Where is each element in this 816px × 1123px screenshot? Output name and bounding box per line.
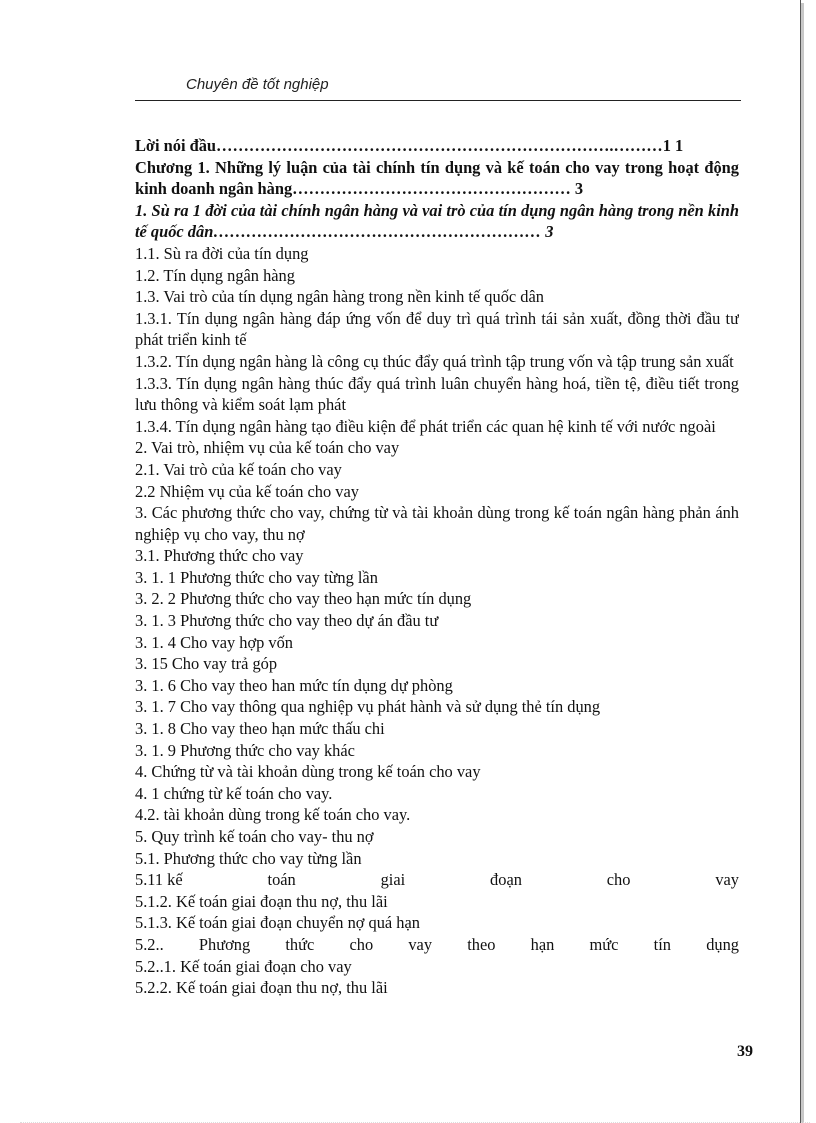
toc-entry: 4. Chứng từ và tài khoản dùng trong kế toán cho vay <box>135 762 481 782</box>
word: thức <box>285 934 315 954</box>
running-header: Chuyên đề tốt nghiệp <box>186 76 329 93</box>
toc-entry: 2.2 Nhiệm vụ của kế toán cho vay <box>135 481 359 501</box>
word: mức <box>589 934 619 954</box>
toc-entry: 1.3.2. Tín dụng ngân hàng là công cụ thúc đẩy quá trình tập trung vốn và tập trung sản xuất <box>135 351 734 371</box>
toc-entry: 5.1.3. Kế toán giai đoạn chuyển nợ quá hạn <box>135 913 420 933</box>
page-number: 39 <box>737 1043 753 1060</box>
header-rule <box>135 100 741 101</box>
toc-entry: 3. 2. 2 Phương thức cho vay theo hạn mức tín dụng <box>135 589 472 609</box>
toc-entry: 4. 1 chứng từ kế toán cho vay. <box>135 783 333 803</box>
toc-entry: 3.1. Phương thức cho vay <box>135 546 304 566</box>
word: theo <box>467 934 496 954</box>
toc-entry: 5.1.2. Kế toán giai đoạn thu nợ, thu lãi <box>135 891 388 911</box>
word: vay <box>408 934 433 954</box>
toc-entry: 3. Các phương thức cho vay, chứng từ và tài khoản dùng trong kế toán ngân hàng phản ánh nghiệp vụ cho vay, thu nợ <box>135 503 739 544</box>
word: cho <box>606 870 631 890</box>
toc-entry: 1.3.4. Tín dụng ngân hàng tạo điều kiện để phát triển các quan hệ kinh tế với nước ngoài <box>135 416 716 436</box>
toc-entry: 1.3. Vai trò của tín dụng ngân hàng trong nền kinh tế quốc dân <box>135 287 544 307</box>
word: giai <box>380 870 406 890</box>
word: vay <box>715 870 739 890</box>
toc-entry: 4.2. tài khoản dùng trong kế toán cho vay. <box>135 805 411 825</box>
toc-entry: 1.1. Sù ra đời của tín dụng <box>135 243 309 263</box>
word: hạn <box>530 934 555 954</box>
toc-entry: 3. 1. 9 Phương thức cho vay khác <box>135 740 355 760</box>
toc-entry: 2. Vai trò, nhiệm vụ của kế toán cho vay <box>135 438 400 458</box>
word: cho <box>349 934 374 954</box>
toc-entry: 5.1. Phương thức cho vay từng lần <box>135 848 362 868</box>
toc-entry: 3. 1. 6 Cho vay theo han mức tín dụng dự phòng <box>135 675 453 695</box>
toc-entry-section-1: 1. Sù ra 1 đời của tài chính ngân hàng và vai trò của tín dụng ngân hàng trong nền kinh tế quốc dân…………………………………………………… 3 <box>135 200 739 242</box>
word: 5.2.. <box>135 934 164 954</box>
table-of-contents <box>135 135 739 999</box>
toc-entry-justified <box>135 869 739 891</box>
toc-entry: 3. 1. 4 Cho vay hợp vốn <box>135 632 293 652</box>
toc-entry: 3. 1. 1 Phương thức cho vay từng lần <box>135 567 378 587</box>
toc-entry: 3. 1. 3 Phương thức cho vay theo dự án đầu tư <box>135 611 439 631</box>
toc-entry: 5.2..1. Kế toán giai đoạn cho vay <box>135 956 352 976</box>
toc-entry: 1.3.3. Tín dụng ngân hàng thúc đẩy quá trình luân chuyển hàng hoá, tiền tệ, điều tiết trong lưu thông và kiểm soát lạm phát <box>135 373 739 415</box>
toc-entry: 3. 1. 8 Cho vay theo hạn mức thấu chi <box>135 719 385 739</box>
toc-entry: 2.1. Vai trò của kế toán cho vay <box>135 459 342 479</box>
toc-entry-chapter-1: Chương 1. Những lý luận của tài chính tín dụng và kế toán cho vay trong hoạt động kinh doanh ngân hàng…………………………………………… 3 <box>135 157 739 199</box>
toc-entry: 1.2. Tín dụng ngân hàng <box>135 265 295 285</box>
toc-entry-justified <box>135 934 739 956</box>
word: đoạn <box>490 870 522 890</box>
word: tín <box>653 934 671 954</box>
toc-entry: 5. Quy trình kế toán cho vay- thu nợ <box>135 827 374 846</box>
word: dụng <box>706 934 739 954</box>
word: Phương <box>198 934 251 954</box>
toc-entry: 3. 1. 7 Cho vay thông qua nghiệp vụ phát hành và sử dụng thẻ tín dụng <box>135 697 601 717</box>
word: 5.11 kế <box>135 870 183 890</box>
toc-entry: 5.2.2. Kế toán giai đoạn thu nợ, thu lãi <box>135 978 388 998</box>
toc-entry: 1.3.1. Tín dụng ngân hàng đáp ứng vốn để duy trì quá trình tái sản xuất, đồng thời đầu tư phát triển kinh tế <box>135 308 739 350</box>
toc-entry: 3. 15 Cho vay trả góp <box>135 654 278 674</box>
word: toán <box>267 870 296 890</box>
toc-entry-preface: Lời nói đầu……………………………………………………………….………1 1 <box>135 136 684 155</box>
